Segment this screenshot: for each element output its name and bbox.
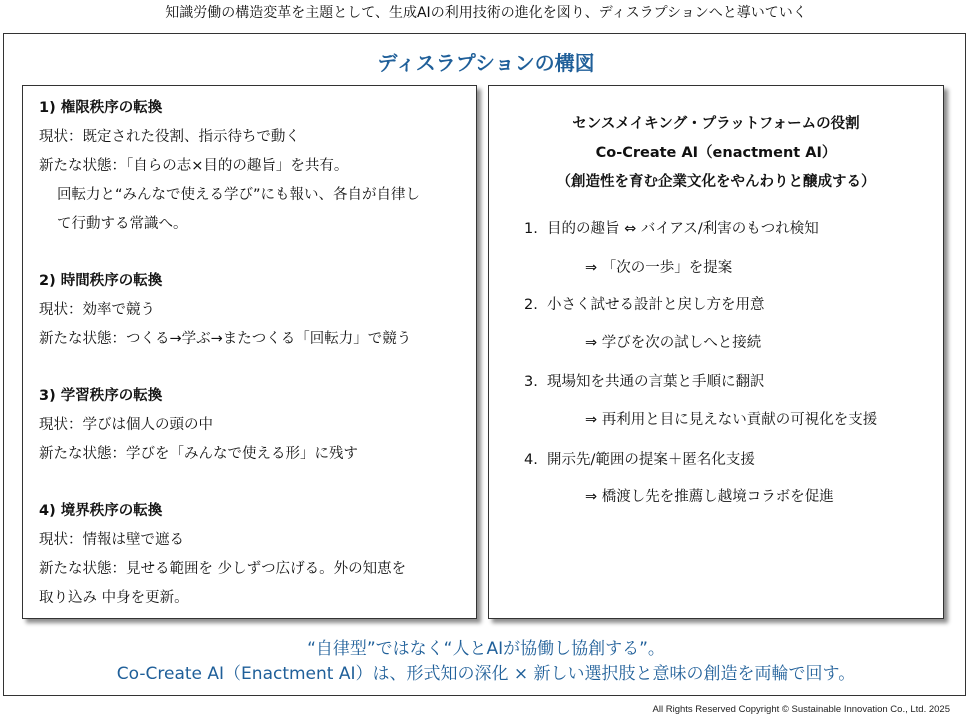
section-2-heading: 2) 時間秩序の転換 <box>39 273 163 289</box>
section-1-heading: 1) 権限秩序の転換 <box>39 100 163 116</box>
item-1-number: 1. <box>524 221 538 237</box>
section-2-current: 現状：効率で競う <box>39 302 155 318</box>
item-2-number: 2. <box>524 297 538 313</box>
section-3-heading: 3) 学習秩序の転換 <box>39 388 163 404</box>
item-1-text: 目的の趣旨 ⇔ バイアス/利害のもつれ検知 <box>547 221 819 237</box>
platform-title: センスメイキング・プラットフォームの役割 <box>572 116 860 132</box>
section-3-new-state: 新たな状態：学びを「みんなで使える形」に残す <box>39 446 358 462</box>
item-4-text: 開示先/範囲の提案＋匿名化支援 <box>547 452 755 468</box>
item-3-sub: ⇒ 再利用と目に見えない貢献の可視化を支援 <box>585 412 878 428</box>
item-2-text: 小さく試せる設計と戻し方を用意 <box>547 297 765 313</box>
platform-tagline: （創造性を育む企業文化をやんわりと醸成する） <box>556 174 876 190</box>
item-4-sub: ⇒ 橋渡し先を推薦し越境コラボを促進 <box>585 489 834 505</box>
section-1-new-state-cont: 回転力と“みんなで使える学び”にも報い、各自が自律し <box>57 187 421 203</box>
item-3-text: 現場知を共通の言葉と手順に翻訳 <box>547 374 765 390</box>
footer-summary: Co-Create AI（Enactment AI）は、形式知の深化 × 新しい選択肢と意味の創造を両輪で回す。 <box>116 664 856 684</box>
copyright-notice: All Rights Reserved Copyright © Sustainable Innovation Co., Ltd. 2025 <box>652 704 950 715</box>
item-3-number: 3. <box>524 374 538 390</box>
section-2-new-state: 新たな状態：つくる→学ぶ→またつくる「回転力」で競う <box>39 331 412 347</box>
section-4-new-state: 新たな状態：見せる範囲を 少しずつ広げる。外の知恵を <box>39 561 407 577</box>
footer-statement: “自律型”ではなく“人とAIが協働し協創する”。 <box>307 639 665 659</box>
section-3-current: 現状：学びは個人の頭の中 <box>39 417 213 433</box>
left-panel-transformations <box>22 85 477 619</box>
item-1-sub: ⇒ 「次の一歩」を提案 <box>585 260 733 276</box>
section-1-new-state-cont: て行動する常識へ。 <box>57 216 188 232</box>
section-4-current: 現状：情報は壁で遮る <box>39 532 184 548</box>
section-4-new-state-cont: 取り込み 中身を更新。 <box>39 590 189 606</box>
header-caption: 知識労働の構造変革を主題として、生成AIの利用技術の進化を図り、ディスラプションへと導いていく <box>165 5 807 21</box>
right-panel-platform-role <box>488 85 944 619</box>
item-4-number: 4. <box>524 452 538 468</box>
section-1-current: 現状：既定された役割、指示待ちで動く <box>39 129 300 145</box>
item-2-sub: ⇒ 学びを次の試しへと接続 <box>585 335 762 351</box>
section-1-new-state: 新たな状態：「自らの志×目的の趣旨」を共有。 <box>39 158 349 174</box>
section-4-heading: 4) 境界秩序の転換 <box>39 503 163 519</box>
page-title: ディスラプションの構図 <box>377 51 595 75</box>
platform-subtitle: Co-Create AI（enactment AI） <box>595 145 837 161</box>
